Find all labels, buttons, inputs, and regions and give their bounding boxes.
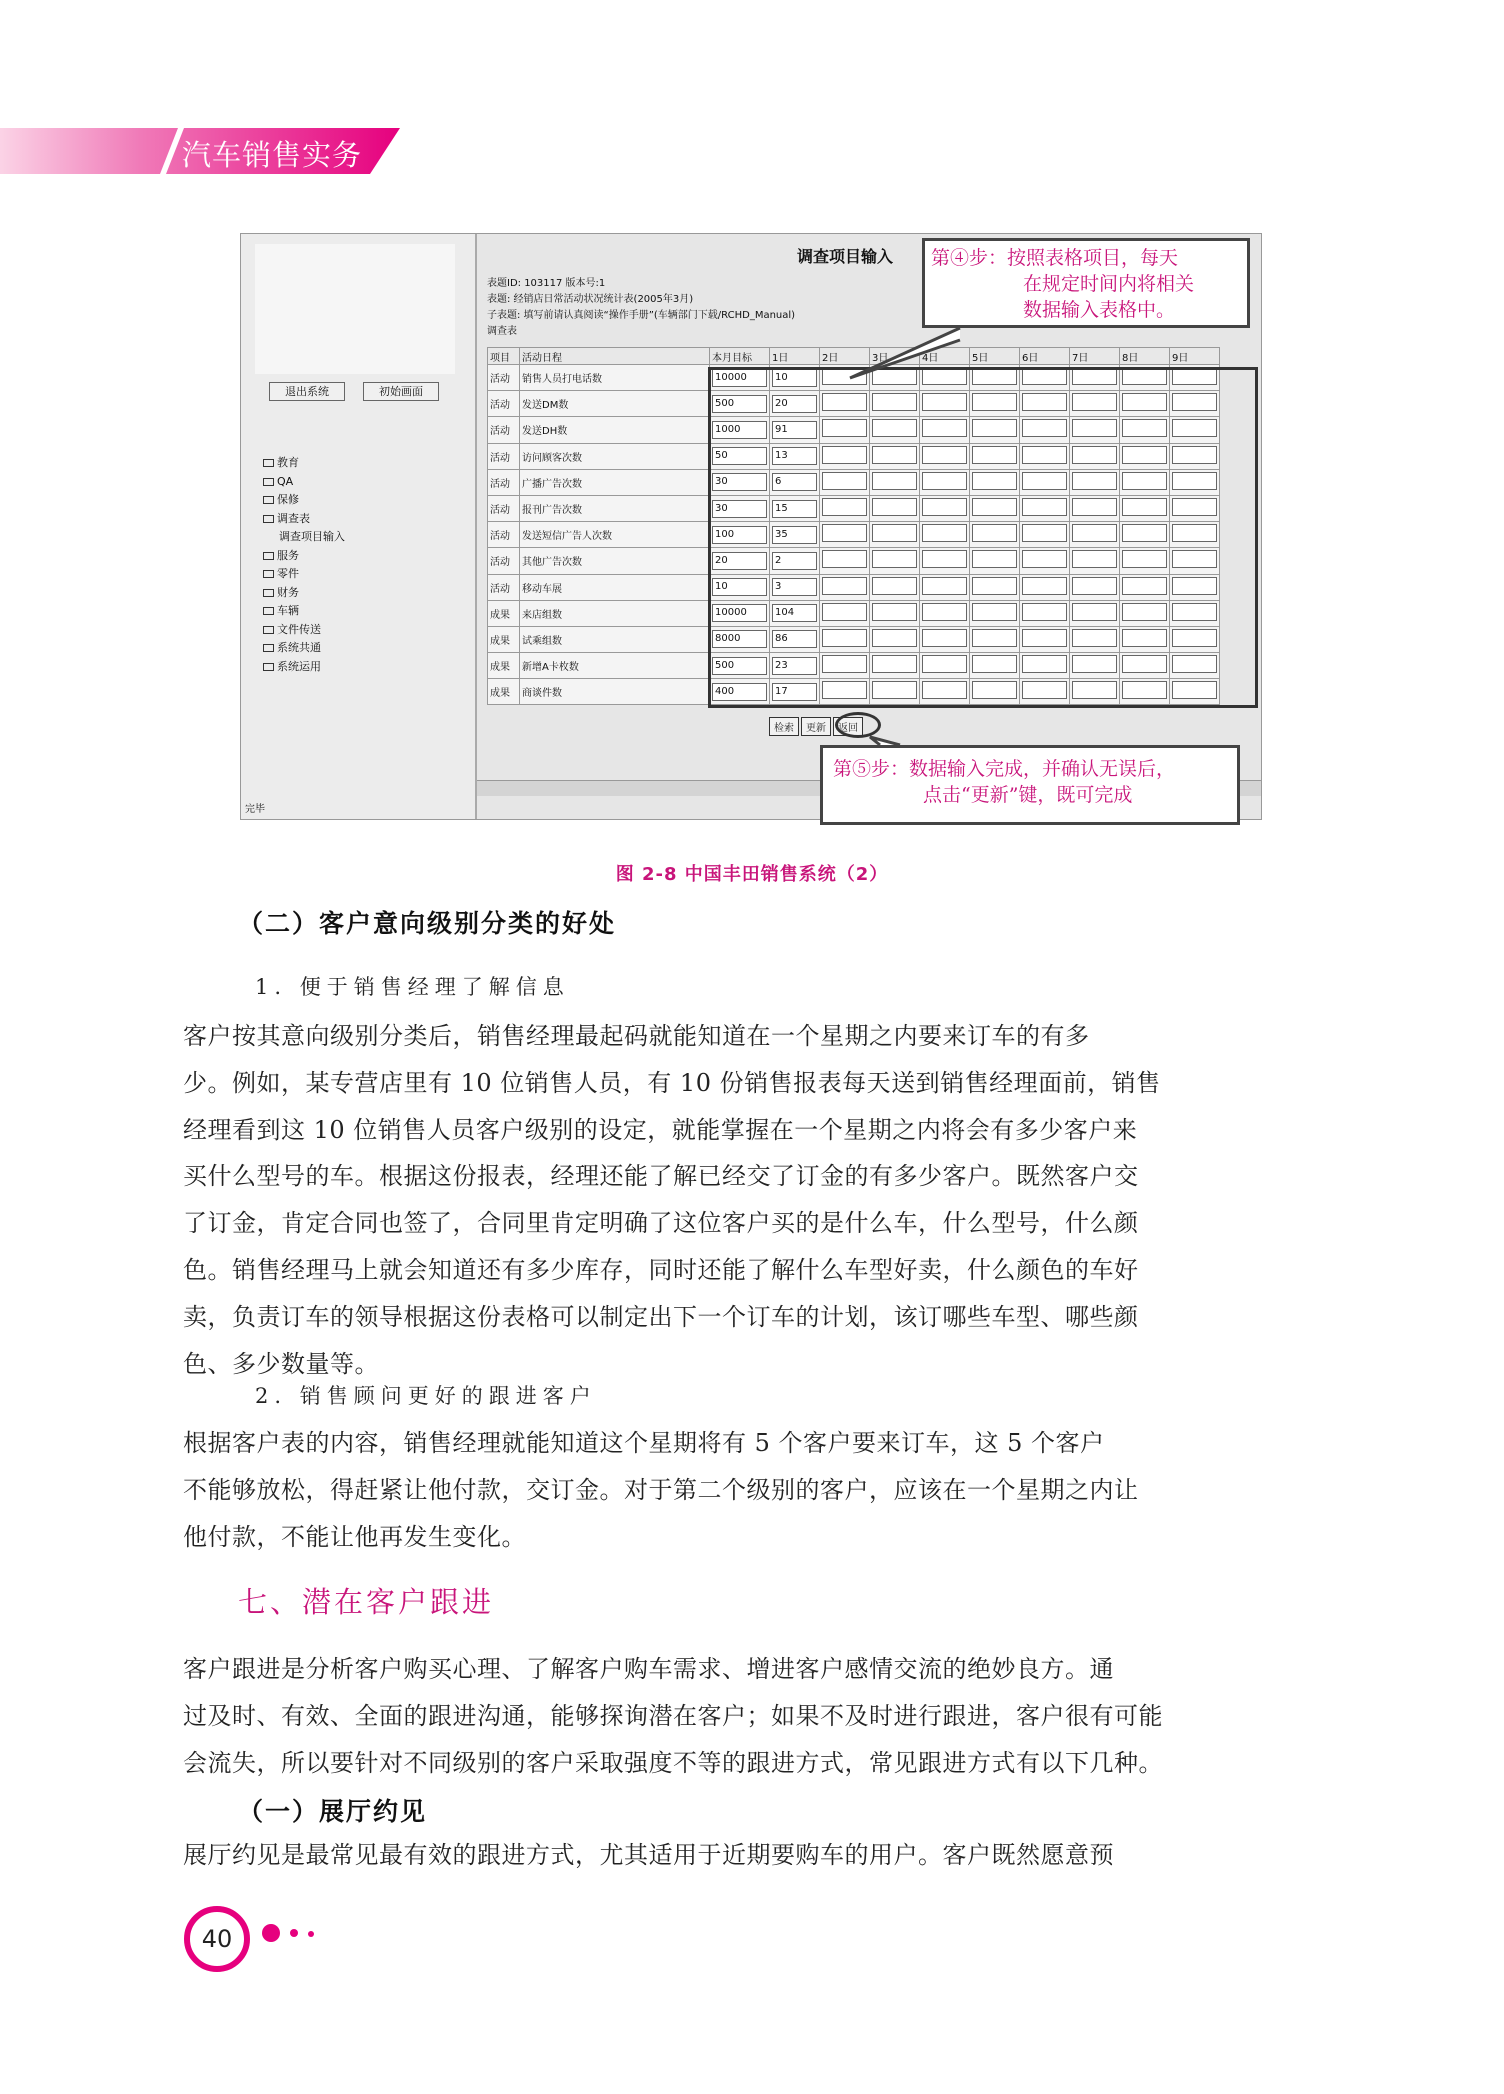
- monthly-target-input[interactable]: 10000: [712, 369, 767, 387]
- row-type-cell: 活动: [488, 365, 520, 391]
- text-line: 色、多少数量等。: [183, 1349, 379, 1378]
- monthly-target-input[interactable]: 10000: [712, 604, 767, 622]
- text-line: 客户按其意向级别分类后，销售经理最起码就能知道在一个星期之内要来订车的有多: [183, 1022, 1090, 1050]
- paragraph-3: [183, 1646, 1323, 1786]
- row-name-cell: 移动车展: [520, 574, 710, 600]
- text-line: 客户跟进是分析客户购买心理、了解客户购车需求、增进客户感情交流的绝妙良方。通: [183, 1655, 1114, 1683]
- paragraph-4: [183, 1832, 1323, 1879]
- callout-leaders: [0, 0, 1504, 900]
- text-line: 展厅约见是最常见最有效的跟进方式，尤其适用于近期要购车的用户。客户既然愿意预: [183, 1841, 1114, 1869]
- screen-title: 调查项目输入: [797, 247, 894, 266]
- monthly-target-input[interactable]: 100: [712, 526, 767, 544]
- banner-title: 汽车销售实务: [182, 138, 363, 172]
- text-line: 了订金，肯定合同也签了，合同里肯定明确了这位客户买的是什么车，什么型号，什么颜: [183, 1209, 1139, 1238]
- page-dot-large: [262, 1924, 280, 1942]
- home-screen-button[interactable]: 初始画面: [363, 382, 439, 401]
- tree-item-label: 车辆: [277, 604, 299, 617]
- text-line: 色。销售经理马上就会知道还有多少库存，同时还能了解什么车型好卖，什么颜色的车好: [183, 1255, 1139, 1284]
- day-value-input[interactable]: 6: [772, 473, 817, 491]
- row-type-cell: 活动: [488, 391, 520, 417]
- step4-line3: 数据输入表格中。: [1023, 299, 1176, 321]
- monthly-target-input[interactable]: 30: [712, 473, 767, 491]
- paragraph-2: [183, 1420, 1323, 1560]
- column-header: 8日: [1120, 348, 1170, 365]
- column-header: 5日: [970, 348, 1020, 365]
- column-header: 项目: [488, 348, 520, 365]
- text-line: 少。例如，某专营店里有 10 位销售人员，有 10 份销售报表每天送到销售经理面前，销售: [183, 1068, 1161, 1097]
- day-value-input[interactable]: 15: [772, 500, 817, 518]
- row-name-cell: 新增A卡枚数: [520, 653, 710, 679]
- tree-item-label: 系统运用: [277, 659, 321, 673]
- update-button[interactable]: 更新: [801, 717, 831, 736]
- step4-line1: 第④步：按照表格项目，每天: [931, 247, 1179, 269]
- page-dot-medium: [290, 1929, 298, 1937]
- figure-caption: 图 2-8 中国丰田销售系统（2）: [615, 864, 889, 885]
- row-type-cell: 活动: [488, 548, 520, 574]
- tree-item-label: 服务: [277, 548, 299, 562]
- column-header: 9日: [1170, 348, 1220, 365]
- row-type-cell: 活动: [488, 469, 520, 495]
- callout2-pointer: [870, 737, 900, 745]
- day-value-input[interactable]: 35: [772, 526, 817, 544]
- meta-title: 表题: 经销店日常活动状况统计表(2005年3月): [487, 294, 694, 305]
- monthly-target-input[interactable]: 500: [712, 395, 767, 413]
- monthly-target-input[interactable]: 20: [712, 552, 767, 570]
- column-header: 3日: [870, 348, 920, 365]
- monthly-target-input[interactable]: 10: [712, 578, 767, 596]
- monthly-target-input[interactable]: 500: [712, 657, 767, 675]
- row-type-cell: 活动: [488, 495, 520, 521]
- page-dot-small: [308, 1931, 314, 1937]
- subsection-heading-showroom: （一）展厅约见: [238, 1797, 428, 1826]
- row-type-cell: 成果: [488, 600, 520, 626]
- exit-system-button[interactable]: 退出系统: [269, 382, 345, 401]
- section-heading-followup: 七、潜在客户跟进: [238, 1585, 495, 1619]
- row-type-cell: 活动: [488, 522, 520, 548]
- step4-line2: 在规定时间内将相关: [1023, 273, 1195, 295]
- row-type-cell: 活动: [488, 417, 520, 443]
- row-name-cell: 试乘组数: [520, 626, 710, 652]
- day-value-input[interactable]: 91: [772, 421, 817, 439]
- day-value-input[interactable]: 3: [772, 578, 817, 596]
- section-heading-benefits: （二）客户意向级别分类的好处: [238, 909, 617, 938]
- back-button[interactable]: 返回: [833, 717, 863, 736]
- meta-subtitle: 子表题: 填写前请认真阅读“操作手册”(车辆部门下载/RCHD_Manual): [487, 310, 796, 321]
- day-value-input[interactable]: 10: [772, 369, 817, 387]
- row-name-cell: 其他广告次数: [520, 548, 710, 574]
- search-button[interactable]: 检索: [769, 717, 799, 736]
- row-name-cell: 访问顾客次数: [520, 443, 710, 469]
- day-value-input[interactable]: 20: [772, 395, 817, 413]
- column-header: 6日: [1020, 348, 1070, 365]
- text-line: 他付款，不能让他再发生变化。: [183, 1522, 526, 1551]
- page-number: 40: [184, 1906, 250, 1972]
- column-header: 7日: [1070, 348, 1120, 365]
- monthly-target-input[interactable]: 1000: [712, 421, 767, 439]
- day-value-input[interactable]: 86: [772, 630, 817, 648]
- monthly-target-input[interactable]: 8000: [712, 630, 767, 648]
- step5-callout: [820, 745, 1240, 825]
- tree-item-label: 文件传送: [277, 622, 321, 636]
- tree-item-label: 调查表: [277, 511, 310, 525]
- row-type-cell: 成果: [488, 679, 520, 705]
- tree-item-label: 教育: [277, 456, 299, 469]
- row-name-cell: 商谈件数: [520, 679, 710, 705]
- row-type-cell: 活动: [488, 443, 520, 469]
- row-type-cell: 活动: [488, 574, 520, 600]
- tree-item-label: 系统共通: [277, 641, 321, 654]
- item1-heading: 1. 便于销售经理了解信息: [255, 975, 570, 999]
- tree-item-label: 调查项目输入: [279, 530, 345, 543]
- step5-line2: 点击“更新”键，既可完成: [923, 784, 1133, 806]
- column-header: 2日: [820, 348, 870, 365]
- row-name-cell: 发送短信广告人次数: [520, 522, 710, 548]
- status-text: 完毕: [245, 804, 265, 815]
- day-value-input[interactable]: 13: [772, 447, 817, 465]
- text-line: 卖，负责订车的领导根据这份表格可以制定出下一个订车的计划，该订哪些车型、哪些颜: [183, 1302, 1139, 1331]
- callout1-pointer: [850, 328, 960, 378]
- day-value-input[interactable]: 2: [772, 552, 817, 570]
- step5-line1: 第⑤步：数据输入完成，并确认无误后，: [833, 758, 1176, 780]
- column-header: 4日: [920, 348, 970, 365]
- day-value-input[interactable]: 104: [772, 604, 817, 622]
- tree-item-label: QA: [277, 474, 294, 488]
- row-name-cell: 广播广告次数: [520, 469, 710, 495]
- column-header: 本月目标: [710, 348, 770, 365]
- row-name-cell: 报刊广告次数: [520, 495, 710, 521]
- row-name-cell: 来店组数: [520, 600, 710, 626]
- text-line: 不能够放松，得赶紧让他付款，交订金。对于第二个级别的客户，应该在一个星期之内让: [183, 1475, 1139, 1504]
- tree-item-label: 保修: [277, 493, 299, 506]
- monthly-target-input[interactable]: 30: [712, 500, 767, 518]
- column-header: 1日: [770, 348, 820, 365]
- item2-heading: 2. 销售顾问更好的跟进客户: [255, 1384, 597, 1408]
- text-line: 过及时、有效、全面的跟进沟通，能够探询潜在客户；如果不及时进行跟进，客户很有可能: [183, 1701, 1163, 1730]
- column-header: 活动日程: [520, 348, 710, 365]
- paragraph-1: [183, 1013, 1323, 1387]
- tree-item-label: 财务: [277, 585, 299, 599]
- tree-item-label: 零件: [277, 567, 299, 580]
- day-value-input[interactable]: 23: [772, 657, 817, 675]
- row-name-cell: 发送DH数: [520, 417, 710, 443]
- day-value-input[interactable]: 17: [772, 683, 817, 701]
- text-line: 会流失，所以要针对不同级别的客户采取强度不等的跟进方式，常见跟进方式有以下几种。: [183, 1748, 1163, 1777]
- monthly-target-input[interactable]: 400: [712, 683, 767, 701]
- row-type-cell: 成果: [488, 653, 520, 679]
- row-type-cell: 成果: [488, 626, 520, 652]
- row-name-cell: 发送DM数: [520, 391, 710, 417]
- monthly-target-input[interactable]: 50: [712, 447, 767, 465]
- meta-survey: 调查表: [487, 326, 517, 337]
- text-line: 经理看到这 10 位销售人员客户级别的设定，就能掌握在一个星期之内将会有多少客户来: [183, 1115, 1138, 1144]
- meta-id: 表题ID: 103117 版本号:1: [487, 278, 606, 289]
- row-name-cell: 销售人员打电话数: [520, 365, 710, 391]
- step4-callout: [922, 238, 1250, 328]
- text-line: 根据客户表的内容，销售经理就能知道这个星期将有 5 个客户要来订车，这 5 个客户: [183, 1429, 1105, 1457]
- text-line: 买什么型号的车。根据这份报表，经理还能了解已经交了订金的有多少客户。既然客户交: [183, 1162, 1139, 1191]
